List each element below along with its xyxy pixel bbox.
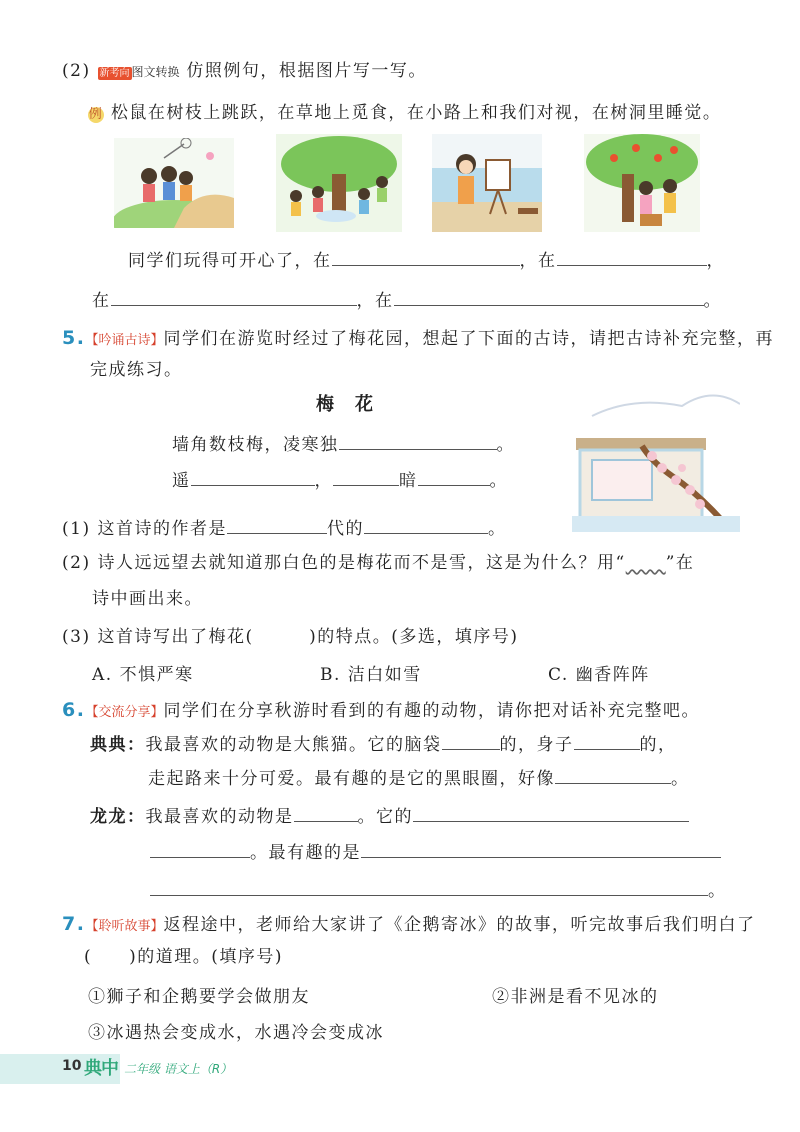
q7-option-3: ③冰遇热会变成水，水遇冷会变成冰 — [88, 1023, 384, 1043]
poem-l2-b: ， — [314, 471, 333, 491]
answer-blank[interactable] — [339, 431, 497, 450]
brand-tag: 新考向 — [99, 68, 130, 79]
answer-blank[interactable] — [442, 731, 500, 750]
poem-l2-end: 。 — [489, 471, 508, 491]
q5-sub3: (3) 这首诗写出了梅花( )的特点。(多选，填序号) — [62, 627, 519, 647]
q7-number: 7. — [62, 913, 86, 935]
answer-blank[interactable] — [413, 803, 689, 822]
option-b: B. 洁白如雪 — [320, 665, 422, 685]
type-badge: 图文转换 — [131, 65, 180, 79]
q5-header — [62, 324, 774, 349]
answer-blank[interactable] — [111, 287, 357, 306]
dialogue-2-line3 — [150, 876, 727, 901]
line2-sep: ，在 — [356, 291, 394, 311]
q5-text: 同学们在游览时经过了梅花园，想起了下面的古诗，请把古诗补充完整，再 — [163, 329, 774, 349]
q6-tag: 【交流分享】 — [85, 705, 164, 720]
picture-kids-picking-fruit — [584, 134, 700, 232]
poem-l2-a: 遥 — [172, 471, 191, 491]
grade-label: 二年级 语文上（R） — [124, 1062, 233, 1076]
poem-line-1 — [172, 430, 515, 455]
part2-line1 — [128, 246, 725, 271]
page-number: 10 — [62, 1058, 82, 1074]
answer-blank[interactable] — [332, 247, 520, 266]
q5-number: 5. — [62, 327, 86, 349]
q7-tag: 【聆听故事】 — [85, 919, 164, 934]
answer-blank[interactable] — [364, 515, 488, 534]
part2-line2 — [92, 286, 722, 311]
poem-l1-end: 。 — [496, 435, 515, 455]
example-sentence — [88, 98, 721, 123]
q5-sub1 — [62, 514, 506, 539]
line2-prefix: 在 — [92, 291, 111, 311]
speaker-longlong: 龙龙： — [90, 807, 146, 827]
poem-l1-text: 墙角数枝梅，凌寒独 — [172, 435, 339, 455]
q5-sub1-end: 。 — [487, 519, 507, 539]
answer-blank[interactable] — [150, 839, 250, 858]
q7-text: 返程途中，老师给大家讲了《企鹅寄冰》的故事，听完故事后我们明白了 — [163, 915, 756, 935]
part2-header — [62, 56, 427, 81]
dialogue-2-line2 — [150, 838, 721, 863]
dialogue-2-text-c: 。最有趣的是 — [250, 843, 361, 863]
picture-girl-painting-by-sea — [432, 134, 542, 232]
dialogue-1-text-a: 我最喜欢的动物是大熊猫。它的脑袋 — [145, 735, 442, 755]
series-logo: 典中 — [84, 1058, 118, 1079]
answer-blank[interactable] — [394, 287, 704, 306]
part2-number: (2) — [62, 61, 91, 81]
dialogue-1-text-c: 的， — [639, 735, 677, 755]
q7-header — [62, 910, 755, 935]
example-text: 松鼠在树枝上跳跃，在草地上觅食，在小路上和我们对视，在树洞里睡觉。 — [110, 103, 722, 123]
line2-end: 。 — [703, 291, 722, 311]
dialogue-1-end: 。 — [671, 769, 690, 789]
dialogue-2-line1 — [90, 802, 689, 827]
q5-sub1-mid: 代的 — [326, 519, 364, 539]
q5-sub1-text: (1) 这首诗的作者是 — [62, 519, 227, 539]
dialogue-2-end: 。 — [708, 881, 727, 901]
plum-blossom-wall-picture — [572, 376, 740, 532]
q7-option-2: ②非洲是看不见冰的 — [492, 987, 659, 1007]
poem-title: 梅 花 — [316, 394, 375, 415]
dialogue-1-line1 — [90, 730, 677, 755]
q7-option-1: ①狮子和企鹅要学会做朋友 — [88, 987, 310, 1007]
q6-header — [62, 696, 700, 721]
q6-text: 同学们在分享秋游时看到的有趣的动物，请你把对话补充完整吧。 — [163, 701, 700, 721]
dialogue-1-text-d: 走起路来十分可爱。最有趣的是它的黑眼圈，好像 — [148, 769, 555, 789]
answer-blank[interactable] — [227, 515, 327, 534]
answer-blank[interactable] — [418, 467, 490, 486]
q5-sub2 — [62, 548, 694, 573]
q5-sub2-text: (2) 诗人远远望去就知道那白色的是梅花而不是雪，这是为什么？用“ — [62, 553, 626, 573]
q5-sub2-cont: 诗中画出来。 — [92, 589, 203, 609]
q5-text-cont: 完成练习。 — [90, 360, 183, 380]
line1-prefix: 同学们玩得可开心了，在 — [128, 251, 332, 271]
dialogue-2-text-a: 我最喜欢的动物是 — [145, 807, 294, 827]
answer-blank[interactable] — [555, 765, 671, 784]
poem-line-2 — [172, 466, 508, 491]
answer-blank[interactable] — [361, 839, 721, 858]
line1-sep: ，在 — [519, 251, 557, 271]
q7-text-cont: ( )的道理。(填序号) — [84, 947, 284, 967]
q5-tag: 【吟诵古诗】 — [85, 333, 164, 348]
q6-number: 6. — [62, 699, 86, 721]
picture-kids-catching-butterflies — [114, 138, 234, 228]
answer-blank[interactable] — [150, 877, 708, 896]
answer-blank[interactable] — [191, 467, 315, 486]
line1-end: ， — [706, 251, 725, 271]
part2-instruction: 仿照例句，根据图片写一写。 — [186, 61, 427, 81]
dialogue-1-line2 — [148, 764, 690, 789]
picture-kids-under-tree — [276, 134, 402, 232]
q5-sub2-quote-end: ”在 — [665, 553, 695, 573]
answer-blank[interactable] — [333, 467, 399, 486]
poem-l2-c: 暗 — [399, 471, 418, 491]
option-a: A. 不惧严寒 — [92, 665, 194, 685]
dialogue-2-text-b: 。它的 — [357, 807, 413, 827]
option-c: C. 幽香阵阵 — [548, 665, 650, 685]
answer-blank[interactable] — [574, 731, 640, 750]
speaker-diandian: 典典： — [90, 735, 146, 755]
answer-blank[interactable] — [557, 247, 707, 266]
example-label: 例 — [88, 107, 104, 122]
dialogue-1-text-b: 的，身子 — [499, 735, 574, 755]
answer-blank[interactable] — [294, 803, 358, 822]
wavy-line-mark — [626, 553, 666, 573]
